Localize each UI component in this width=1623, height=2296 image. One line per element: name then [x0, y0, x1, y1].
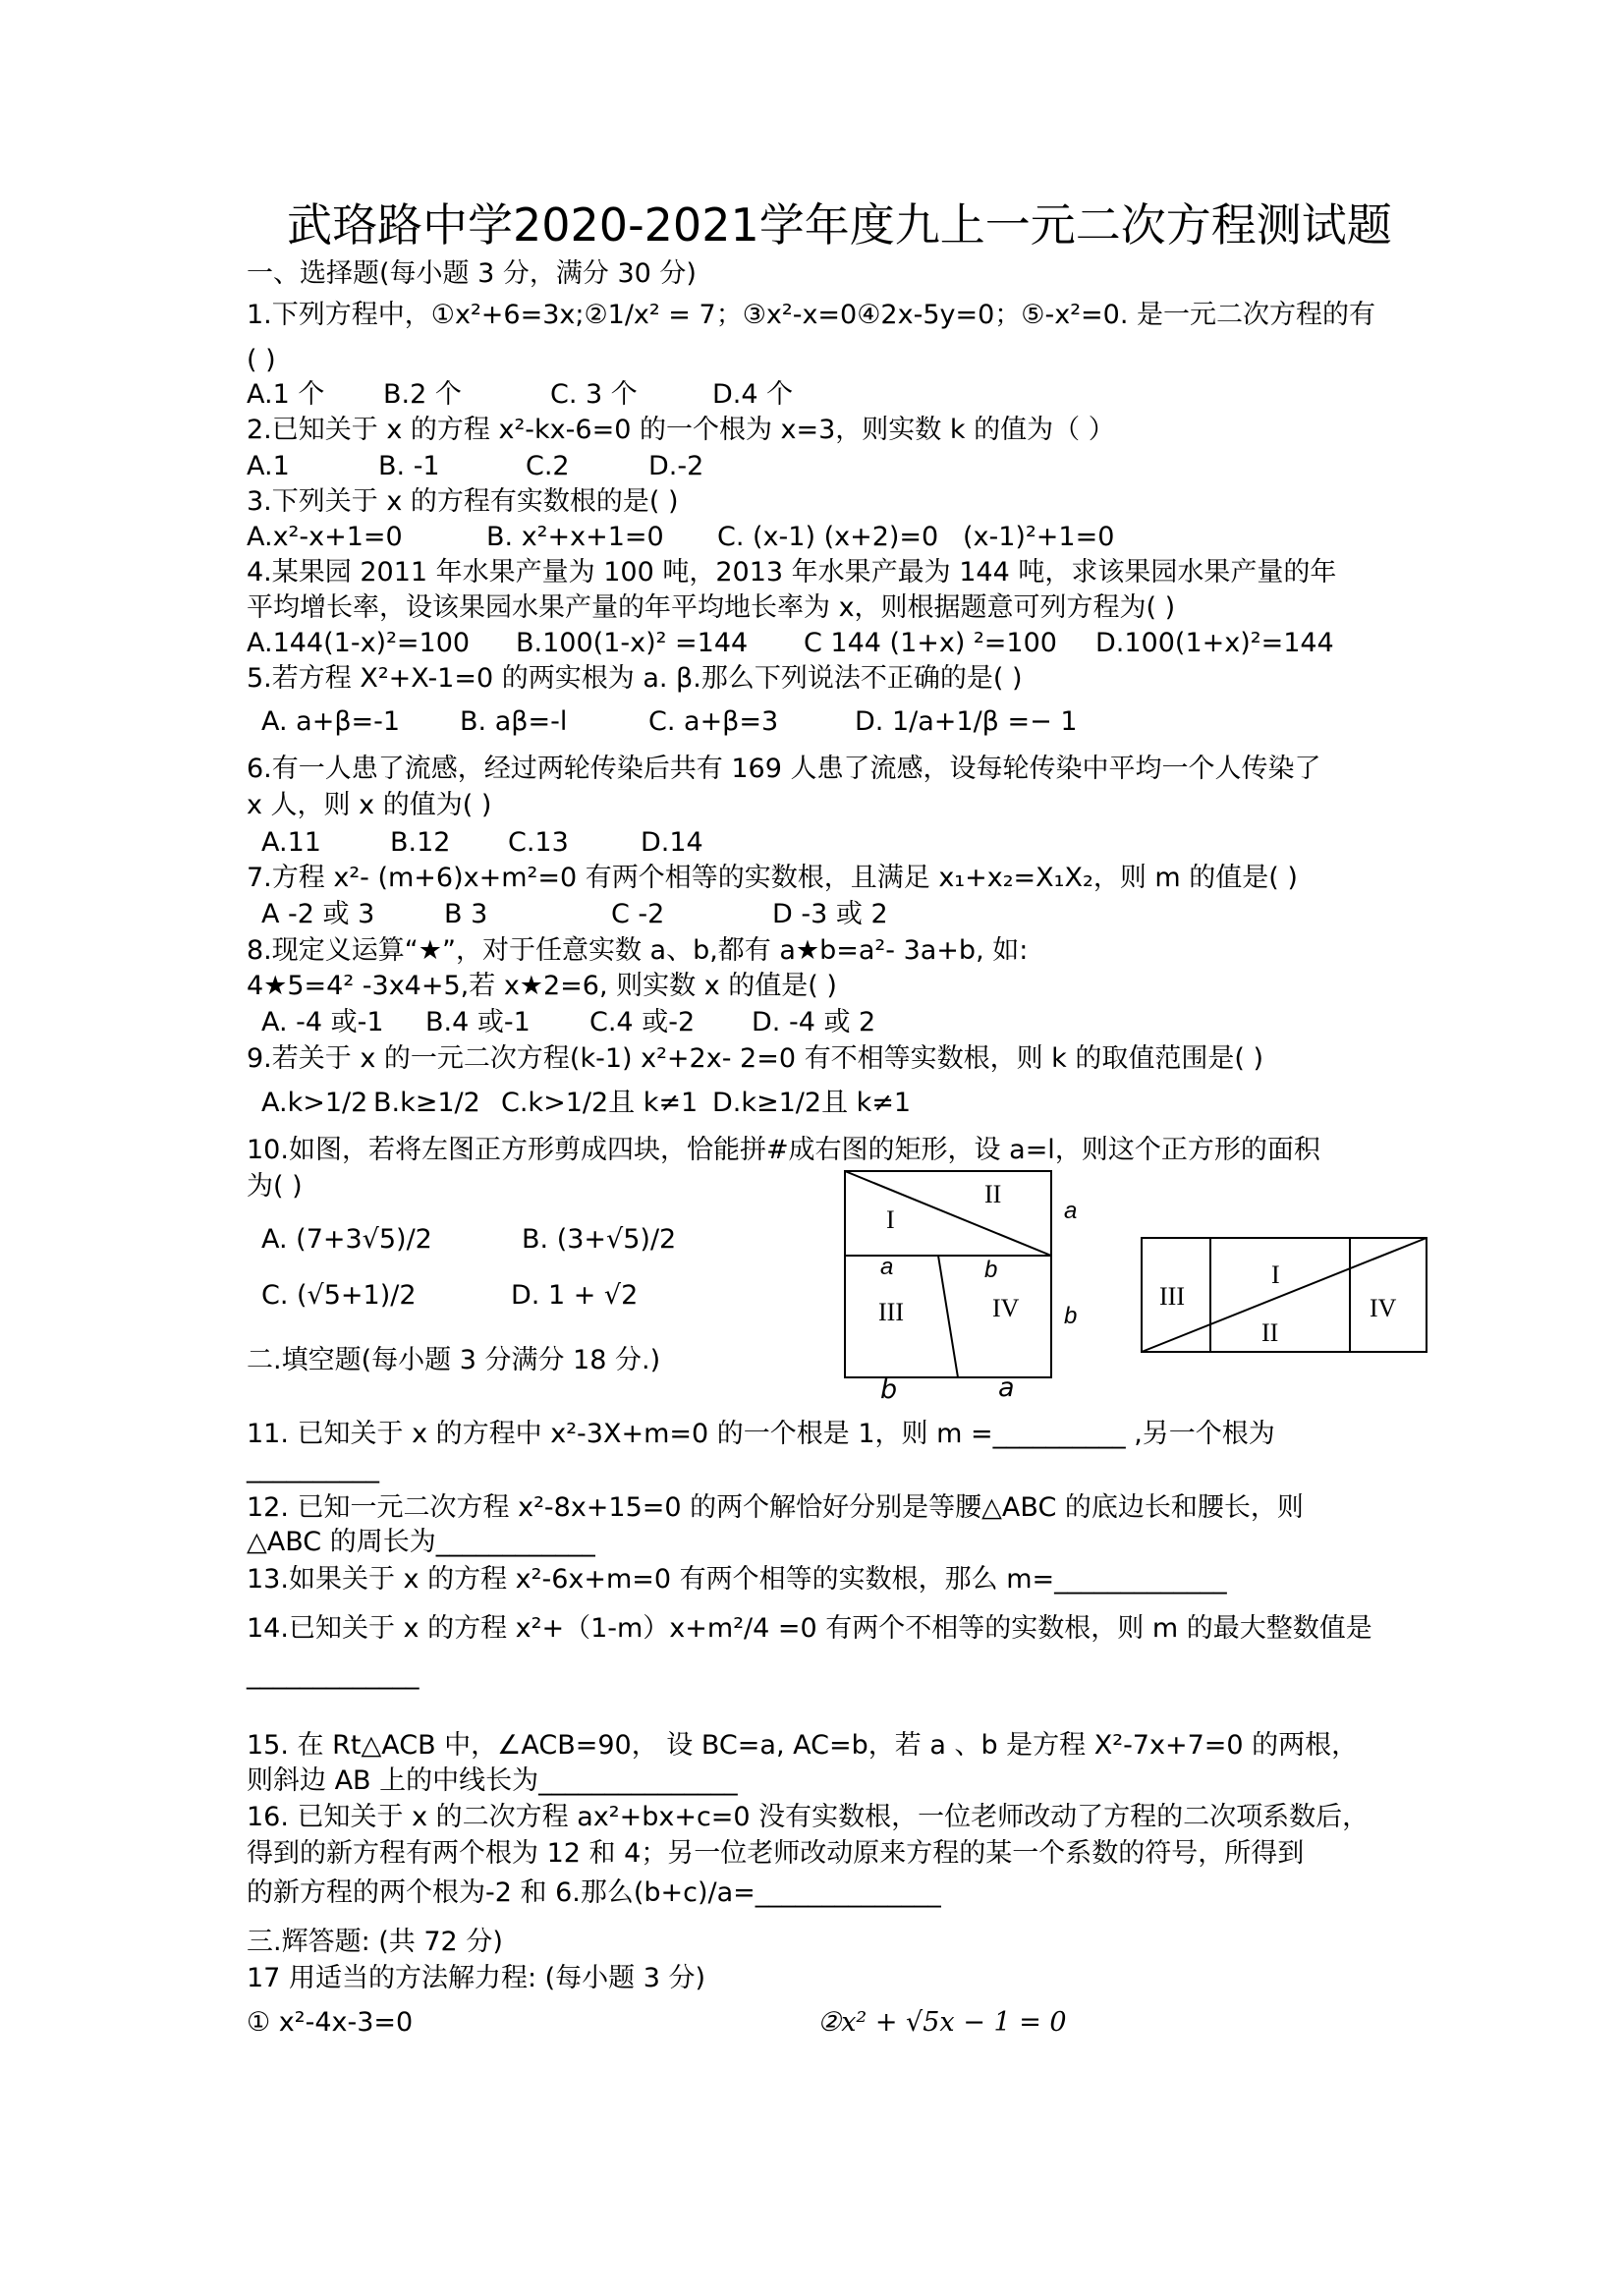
q8-option-a: A. -4 或-1: [261, 1007, 384, 1037]
question-16-cont2: 的新方程的两个根为-2 和 6.那么(b+c)/a=______________: [247, 1877, 941, 1908]
question-17-part-1: ① x²-4x-3=0: [247, 2007, 414, 2038]
question-17-part-2: ②x² + √5x − 1 = 0: [817, 2007, 1067, 2038]
q6-option-d: D.14: [641, 827, 703, 858]
fig-right-label-III: III: [1159, 1282, 1185, 1311]
q6-option-c: C.13: [508, 827, 569, 858]
q7-option-b: B 3: [444, 899, 488, 929]
figure-square: [835, 1161, 1100, 1397]
q9-option-b: B.k≥1/2: [373, 1088, 480, 1118]
question-1: 1.下列方程中，①x²+6=3x;②1/x² = 7；③x²-x=0④2x-5y=0；⑤-x²=0. 是一元二次方程的有: [247, 300, 1376, 330]
q3-option-d: (x-1)²+1=0: [963, 522, 1115, 552]
q9-option-a: A.k>1/2: [261, 1088, 368, 1118]
fig-right-label-II: II: [1261, 1318, 1279, 1347]
question-15: 15. 在 Rt△ACB 中，∠ACB=90， 设 BC=a, AC=b，若 a 、b 是方程 X²-7x+7=0 的两根，: [247, 1730, 1359, 1761]
page-title: 武珞路中学2020-2021学年度九上一元二次方程测试题: [287, 198, 1392, 252]
question-14: 14.已知关于 x 的方程 x²+（1-m）x+m²/4 =0 有两个不相等的实数根，则 m 的最大整数值是: [247, 1613, 1372, 1644]
fig-left-side-b-right: b: [1064, 1303, 1078, 1329]
q7-option-d: D -3 或 2: [772, 899, 888, 929]
question-1-cont: ( ): [247, 345, 276, 375]
question-8: 8.现定义运算“★”，对于任意实数 a、b,都有 a★b=a²- 3a+b, 如:: [247, 935, 1029, 966]
question-13: 13.如果关于 x 的方程 x²-6x+m=0 有两个相等的实数根，那么 m=_____________: [247, 1564, 1227, 1595]
q7-option-c: C -2: [611, 899, 665, 929]
question-6-cont: x 人，则 x 的值为( ): [247, 790, 492, 820]
q6-option-b: B.12: [390, 827, 451, 858]
q1-option-c: C. 3 个: [550, 379, 638, 410]
q2-option-b: B. -1: [378, 451, 440, 481]
q2-option-a: A.1: [247, 451, 290, 481]
q3-option-c: C. (x-1) (x+2)=0: [717, 522, 939, 552]
fig-left-inner-b: b: [984, 1257, 998, 1283]
fig-right-label-IV: IV: [1370, 1294, 1397, 1322]
fig-left-label-III: III: [878, 1298, 904, 1326]
question-10: 10.如图，若将左图正方形剪成四块，恰能拼#成右图的矩形，设 a=l，则这个正方形的面积: [247, 1135, 1320, 1165]
q8-option-c: C.4 或-2: [589, 1007, 696, 1037]
q4-option-d: D.100(1+x)²=144: [1095, 628, 1334, 658]
q9-option-d: D.k≥1/2且 k≠1: [712, 1088, 912, 1118]
q4-option-c: C 144 (1+x) ²=100: [804, 628, 1057, 658]
q2-option-d: D.-2: [648, 451, 704, 481]
question-10-cont: 为( ): [247, 1171, 303, 1202]
question-6: 6.有一人患了流感，经过两轮传染后共有 169 人患了流感，设每轮传染中平均一个人传染了: [247, 754, 1321, 784]
q5-option-a: A. a+β=-1: [261, 706, 401, 737]
question-14-cont: _____________: [247, 1659, 420, 1690]
q9-option-c: C.k>1/2且 k≠1: [501, 1088, 699, 1118]
question-8-cont: 4★5=4² -3x4+5,若 x★2=6, 则实数 x 的值是( ): [247, 971, 837, 1001]
fig-left-side-a-right: a: [1064, 1198, 1078, 1224]
question-12: 12. 已知一元二次方程 x²-8x+15=0 的两个解恰好分别是等腰△ABC 的底边长和腰长，则: [247, 1492, 1304, 1523]
q10-option-c: C. (√5+1)/2: [261, 1280, 417, 1311]
question-5: 5.若方程 X²+X-1=0 的两实根为 a. β.那么下列说法不正确的是( ): [247, 663, 1023, 694]
question-11-cont: __________: [247, 1453, 379, 1484]
q4-option-a: A.144(1-x)²=100: [247, 628, 471, 658]
question-4: 4.某果园 2011 年水果产量为 100 吨，2013 年水果产最为 144 吨，求该果园水果产量的年: [247, 557, 1337, 588]
q3-option-a: A.x²-x+1=0: [247, 522, 403, 552]
fig-left-label-II: II: [984, 1180, 1002, 1208]
q2-option-c: C.2: [526, 451, 570, 481]
q7-option-a: A -2 或 3: [261, 899, 375, 929]
question-15-cont: 则斜边 AB 上的中线长为_______________: [247, 1765, 738, 1796]
q8-option-b: B.4 或-1: [425, 1007, 531, 1037]
question-16-cont1: 得到的新方程有两个根为 12 和 4；另一位老师改动原来方程的某一个系数的符号，所得到: [247, 1838, 1305, 1869]
question-17: 17 用适当的方法解力程: (每小题 3 分): [247, 1963, 706, 1993]
figure-rectangle: [1138, 1228, 1432, 1356]
question-11: 11. 已知关于 x 的方程中 x²-3X+m=0 的一个根是 1，则 m =__________ ,另一个根为: [247, 1419, 1275, 1449]
q1-option-b: B.2 个: [383, 379, 462, 410]
question-16: 16. 已知关于 x 的二次方程 ax²+bx+c=0 没有实数根，一位老师改动了方程的二次项系数后，: [247, 1802, 1370, 1832]
section-heading-solve: 三.辉答题: (共 72 分): [247, 1927, 503, 1957]
section-heading-fill: 二.填空题(每小题 3 分满分 18 分.): [247, 1345, 661, 1375]
question-12-cont: △ABC 的周长为____________: [247, 1527, 595, 1557]
q5-option-c: C. a+β=3: [648, 706, 779, 737]
q4-option-b: B.100(1-x)² =144: [516, 628, 749, 658]
fig-left-inner-a: a: [880, 1254, 894, 1280]
fig-left-label-IV: IV: [992, 1294, 1020, 1322]
question-3: 3.下列关于 x 的方程有实数根的是( ): [247, 486, 679, 517]
fig-left-label-I: I: [886, 1205, 895, 1234]
q1-option-d: D.4 个: [712, 379, 794, 410]
question-7: 7.方程 x²- (m+6)x+m²=0 有两个相等的实数根，且满足 x₁+x₂=X₁X₂，则 m 的值是( ): [247, 863, 1298, 893]
q5-option-b: B. aβ=-l: [460, 706, 568, 737]
question-2: 2.已知关于 x 的方程 x²-kx-6=0 的一个根为 x=3，则实数 k 的值为（ ）: [247, 415, 1115, 445]
q10-option-d: D. 1 + √2: [511, 1280, 639, 1311]
q6-option-a: A.11: [261, 827, 321, 858]
question-4-cont: 平均增长率，设该果园水果产量的年平均地长率为 x，则根据题意可列方程为( ): [247, 592, 1176, 623]
q5-option-d: D. 1/a+1/β =− 1: [855, 706, 1078, 737]
q10-option-b: B. (3+√5)/2: [522, 1224, 677, 1255]
fig-left-bottom-b: b: [880, 1374, 898, 1405]
q3-option-b: B. x²+x+1=0: [486, 522, 664, 552]
fig-right-label-I: I: [1271, 1260, 1280, 1289]
q1-option-a: A.1 个: [247, 379, 325, 410]
fig-left-bottom-a: a: [998, 1372, 1015, 1403]
q8-option-d: D. -4 或 2: [752, 1007, 876, 1037]
section-heading-choice: 一、选择题(每小题 3 分，满分 30 分): [247, 258, 697, 289]
q10-option-a: A. (7+3√5)/2: [261, 1224, 432, 1255]
question-9: 9.若关于 x 的一元二次方程(k-1) x²+2x- 2=0 有不相等实数根，则 k 的取值范围是( ): [247, 1043, 1264, 1074]
